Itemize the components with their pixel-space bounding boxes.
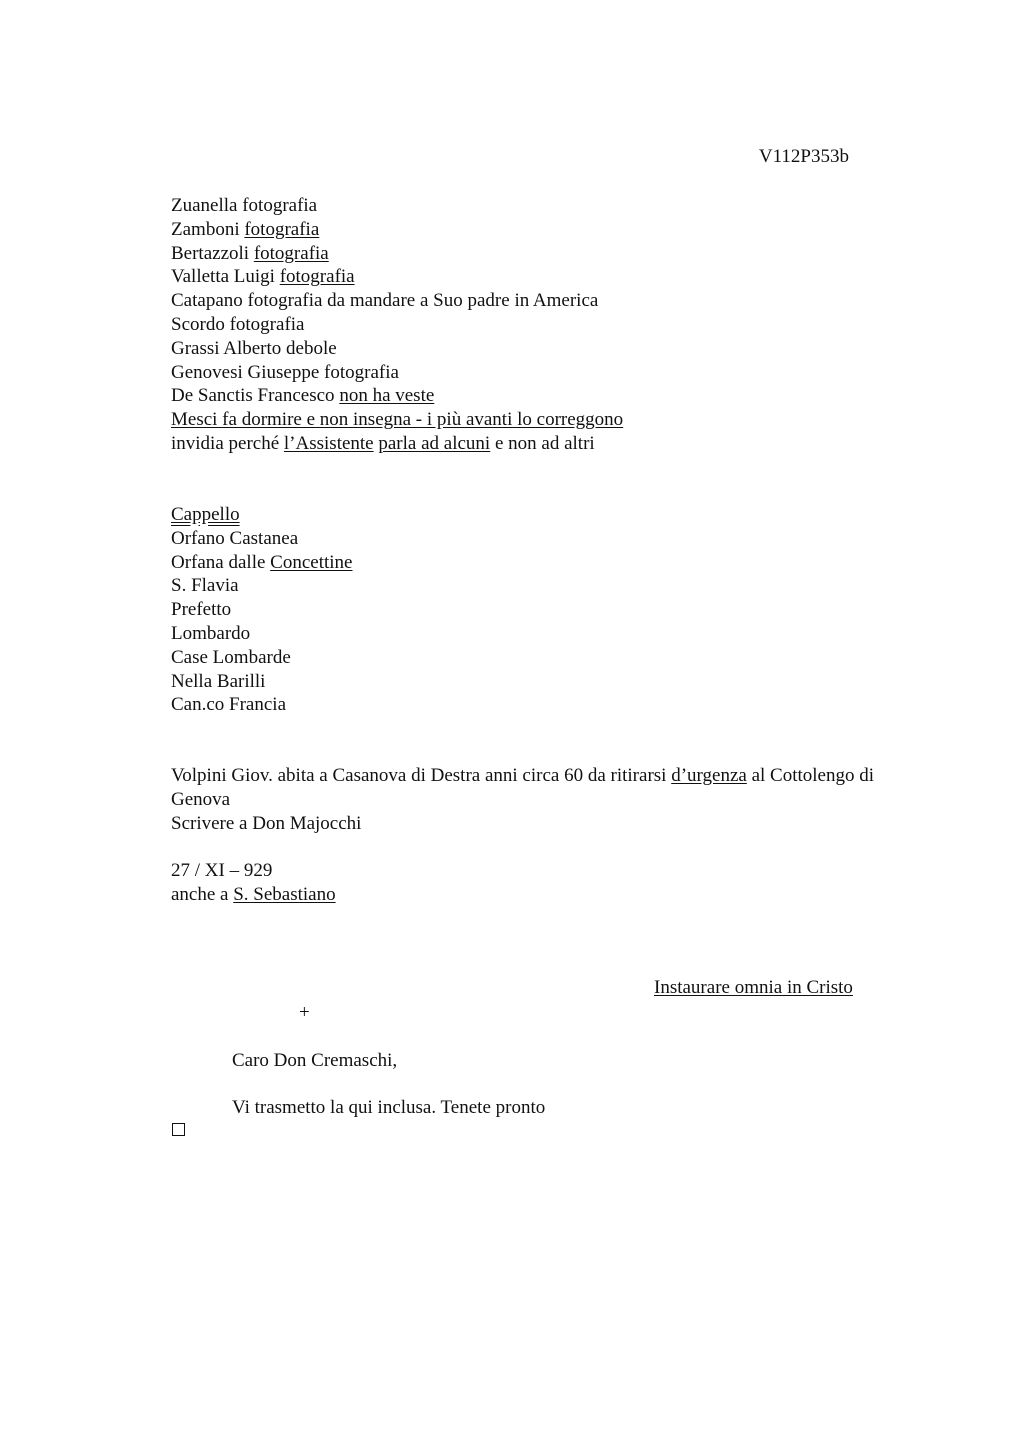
item-underlined: Mesci fa dormire e non insegna - i più avanti lo correggono: [171, 409, 624, 431]
cross-mark: +: [299, 1002, 310, 1023]
list-item: [171, 693, 352, 717]
cappello-list: [171, 503, 352, 717]
item-text: Nella Barilli: [171, 670, 266, 692]
list-item: [171, 432, 623, 456]
list-item: [171, 598, 352, 622]
item-underlined: fotografia: [279, 266, 355, 288]
item-text: Orfana dalle: [171, 551, 271, 573]
item-text: De Sanctis Francesco: [171, 385, 340, 407]
list-item: [171, 527, 352, 551]
list-item: [171, 289, 623, 313]
volpini-note: [171, 764, 931, 835]
date-text: 27 / XI – 929: [171, 860, 273, 881]
item-text: Genovesi Giuseppe fotografia: [171, 361, 399, 383]
note-text-2: al Cottolengo di Genova: [171, 765, 875, 810]
note-underlined: d’urgenza: [671, 765, 747, 786]
list-item: [171, 670, 352, 694]
also-text: anche a: [171, 883, 234, 905]
heading-text: Cappello: [171, 504, 240, 525]
list-item: [171, 265, 623, 289]
note-text-1: Volpini Giov. abita a Casanova di Destra anni circa 60 da ritirarsi: [171, 765, 672, 786]
item-underlined: fotografia: [244, 218, 320, 240]
list-item: [171, 361, 623, 385]
item-underlined: parla ad alcuni: [378, 432, 491, 454]
list-item: [171, 242, 623, 266]
item-underlined: non ha veste: [339, 385, 435, 407]
item-text: Bertazzoli: [171, 242, 254, 264]
list-item: [171, 194, 623, 218]
item-text: Zamboni: [171, 218, 245, 240]
list-heading: [171, 503, 352, 527]
item-text: Scordo fotografia: [171, 313, 305, 335]
list-item: [171, 574, 352, 598]
photo-list: [171, 194, 623, 456]
list-item: [171, 622, 352, 646]
list-item: [171, 408, 623, 432]
note-line-2: Scrivere a Don Majocchi: [171, 812, 362, 834]
note-paragraph: [171, 764, 931, 812]
item-text: Grassi Alberto debole: [171, 337, 337, 359]
item-text: invidia perché: [171, 432, 284, 454]
letter-body: Vi trasmetto la qui inclusa. Tenete pronto: [232, 1097, 546, 1118]
also-underlined: S. Sebastiano: [233, 883, 336, 905]
item-text: e non ad altri: [490, 432, 595, 454]
item-underlined: l’Assistente: [283, 432, 374, 454]
document-id: V112P353b: [758, 146, 849, 167]
item-text: Case Lombarde: [171, 646, 291, 668]
list-item: [171, 646, 352, 670]
also-line: [171, 883, 336, 907]
list-item: [171, 337, 623, 361]
list-item: [171, 551, 352, 575]
item-text: Zuanella fotografia: [171, 195, 318, 216]
list-item: [171, 384, 623, 408]
item-text: Lombardo: [171, 622, 251, 644]
item-underlined: Concettine: [270, 551, 353, 573]
item-text: Prefetto: [171, 599, 232, 621]
item-text: Orfano Castanea: [171, 527, 299, 549]
list-item: [171, 313, 623, 337]
checkbox-icon: [172, 1123, 185, 1136]
date-block: [171, 859, 336, 907]
item-text: Can.co Francia: [171, 694, 287, 716]
item-text: Catapano fotografia da mandare a Suo padre in America: [171, 290, 599, 312]
item-text: Valletta Luigi: [171, 266, 280, 288]
letter-salutation: Caro Don Cremaschi,: [232, 1050, 398, 1071]
item-text: S. Flavia: [171, 575, 239, 597]
motto: Instaurare omnia in Cristo: [654, 977, 853, 998]
item-underlined: fotografia: [253, 242, 329, 264]
list-item: [171, 218, 623, 242]
